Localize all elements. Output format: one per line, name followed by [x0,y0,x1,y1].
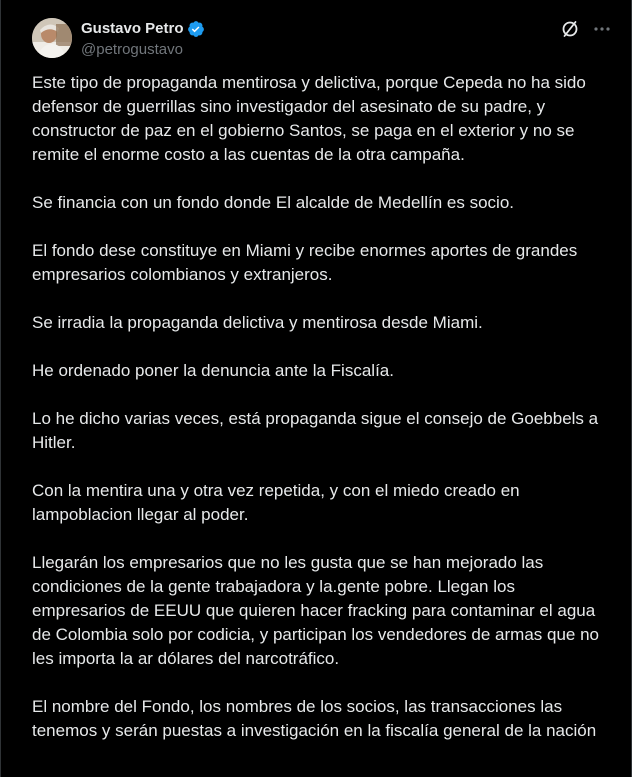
post-paragraph: Se financia con un fondo donde El alcalde de Medellín es socio. [32,193,514,212]
post-paragraph: Con la mentira una y otra vez repetida, y con el miedo creado en lampoblacion llegar al poder. [32,481,520,524]
post-paragraph: He ordenado poner la denuncia ante la Fiscalía. [32,361,394,380]
grok-slash-icon[interactable] [559,18,581,40]
more-horizontal-icon[interactable] [591,18,613,40]
post-actions [559,18,613,40]
author-handle[interactable]: @petrogustavo [81,41,183,58]
display-name[interactable]: Gustavo Petro [81,19,184,37]
post-paragraph: El nombre del Fondo, los nombres de los socios, las transacciones las tenemos y serán puestas a investigación en la fiscalía general de la nación [32,697,597,740]
author-names [81,18,205,60]
post-paragraph: Lo he dicho varias veces, está propaganda sigue el consejo de Goebbels a Hitler. [32,409,599,452]
post-paragraph: Se irradia la propaganda delictiva y mentirosa desde Miami. [32,313,483,332]
avatar[interactable] [32,18,72,58]
post-header [1,0,631,70]
verified-badge-icon [187,20,205,38]
post-paragraph: Llegarán los empresarios que no les gusta que se han mejorado las condiciones de la gente trabajadora y la.gente pobre. Llegan los empresarios de EEUU que quieren hacer fracking para contaminar el agua de Colombia solo por codicia, y participan los vendedores de armas que no les importa la ar dólares del narcotráfico. [32,553,599,668]
post-paragraph: El fondo dese constituye en Miami y recibe enormes aportes de grandes empresarios colombianos y extranjeros. [32,241,578,284]
display-name-row [81,18,205,39]
post-paragraph: Este tipo de propaganda mentirosa y delictiva, porque Cepeda no ha sido defensor de guerrillas sino investigador del asesinato de su padre, y constructor de paz en el gobierno Santos, se paga en el exterior y no se remite el enorme costo a las cuentas de la otra campaña. [32,73,586,164]
post-body [32,71,610,767]
